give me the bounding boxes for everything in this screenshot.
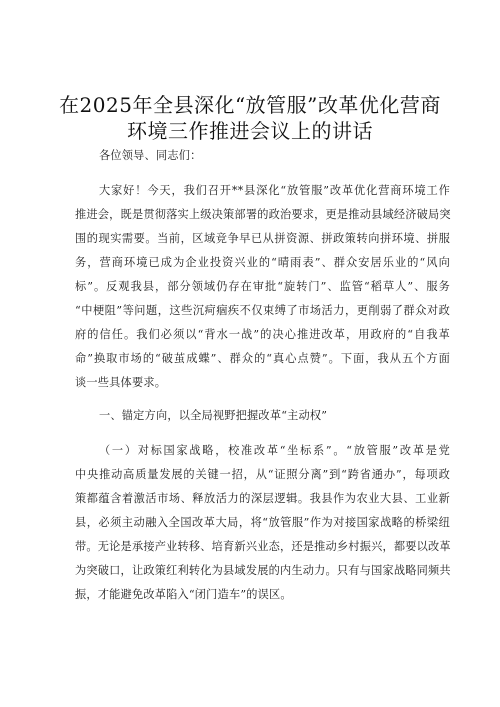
salutation: 各位领导、同志们： xyxy=(99,149,202,162)
intro-line: 务，营商环境已成为企业投资兴业的“晴雨表”、群众安居乐业的“风向 xyxy=(75,256,450,269)
intro-line: 命”换取市场的“破茧成蝶”、群众的“真心点赞”。下面，我从五个方面 xyxy=(75,352,450,365)
intro-line: 围的现实需要。当前，区域竞争早已从拼资源、拼政策转向拼环境、拼服 xyxy=(75,232,450,245)
subsection-line: 振，才能避免改革陷入“闭门造车”的误区。 xyxy=(75,588,292,601)
intro-line: 谈一些具体要求。 xyxy=(75,376,167,389)
section-heading: 一、锚定方向，以全局视野把握改革“主动权” xyxy=(99,409,328,422)
subsection-line: 策都蕴含着激活市场、释放活力的深层逻辑。我县作为农业大县、工业新 xyxy=(75,492,450,505)
intro-line: 推进会，既是贯彻落实上级决策部署的政治要求，更是推动县域经济破局突 xyxy=(75,208,451,221)
subsection-line: （一）对标国家战略，校准改革“坐标系”。“放管服”改革是党 xyxy=(99,444,450,457)
subsection-line: 中央推动高质量发展的关键一招，从“证照分离”到“跨省通办”，每项政 xyxy=(75,468,450,481)
document-title-line-2: 环境三作推进会议上的讲话 xyxy=(127,119,373,143)
subsection-line: 带。无论是承接产业转移、培育新兴业态，还是推动乡村振兴，都要以改革 xyxy=(75,540,451,553)
subsection-line: 为突破口，让政策红利转化为县域发展的内生动力。只有与国家战略同频共 xyxy=(75,564,451,577)
intro-line: 标”。反观我县，部分领域仍存在审批“旋转门”、监管“稻草人”、服务 xyxy=(75,280,450,293)
intro-line: “中梗阻”等问题，这些沉疴痼疾不仅束缚了市场活力，更削弱了群众对政 xyxy=(75,304,450,317)
subsection-line: 县，必须主动融入全国改革大局，将“放管服”作为对接国家战略的桥梁纽 xyxy=(75,516,450,529)
document-title-line-1: 在2025年全县深化“放管服”改革优化营商 xyxy=(59,93,441,117)
intro-line: 大家好！今天，我们召开**县深化“放管服”改革优化营商环境工作 xyxy=(99,184,450,197)
intro-line: 府的信任。我们必须以“背水一战”的决心推进改革，用政府的“自我革 xyxy=(75,328,450,341)
